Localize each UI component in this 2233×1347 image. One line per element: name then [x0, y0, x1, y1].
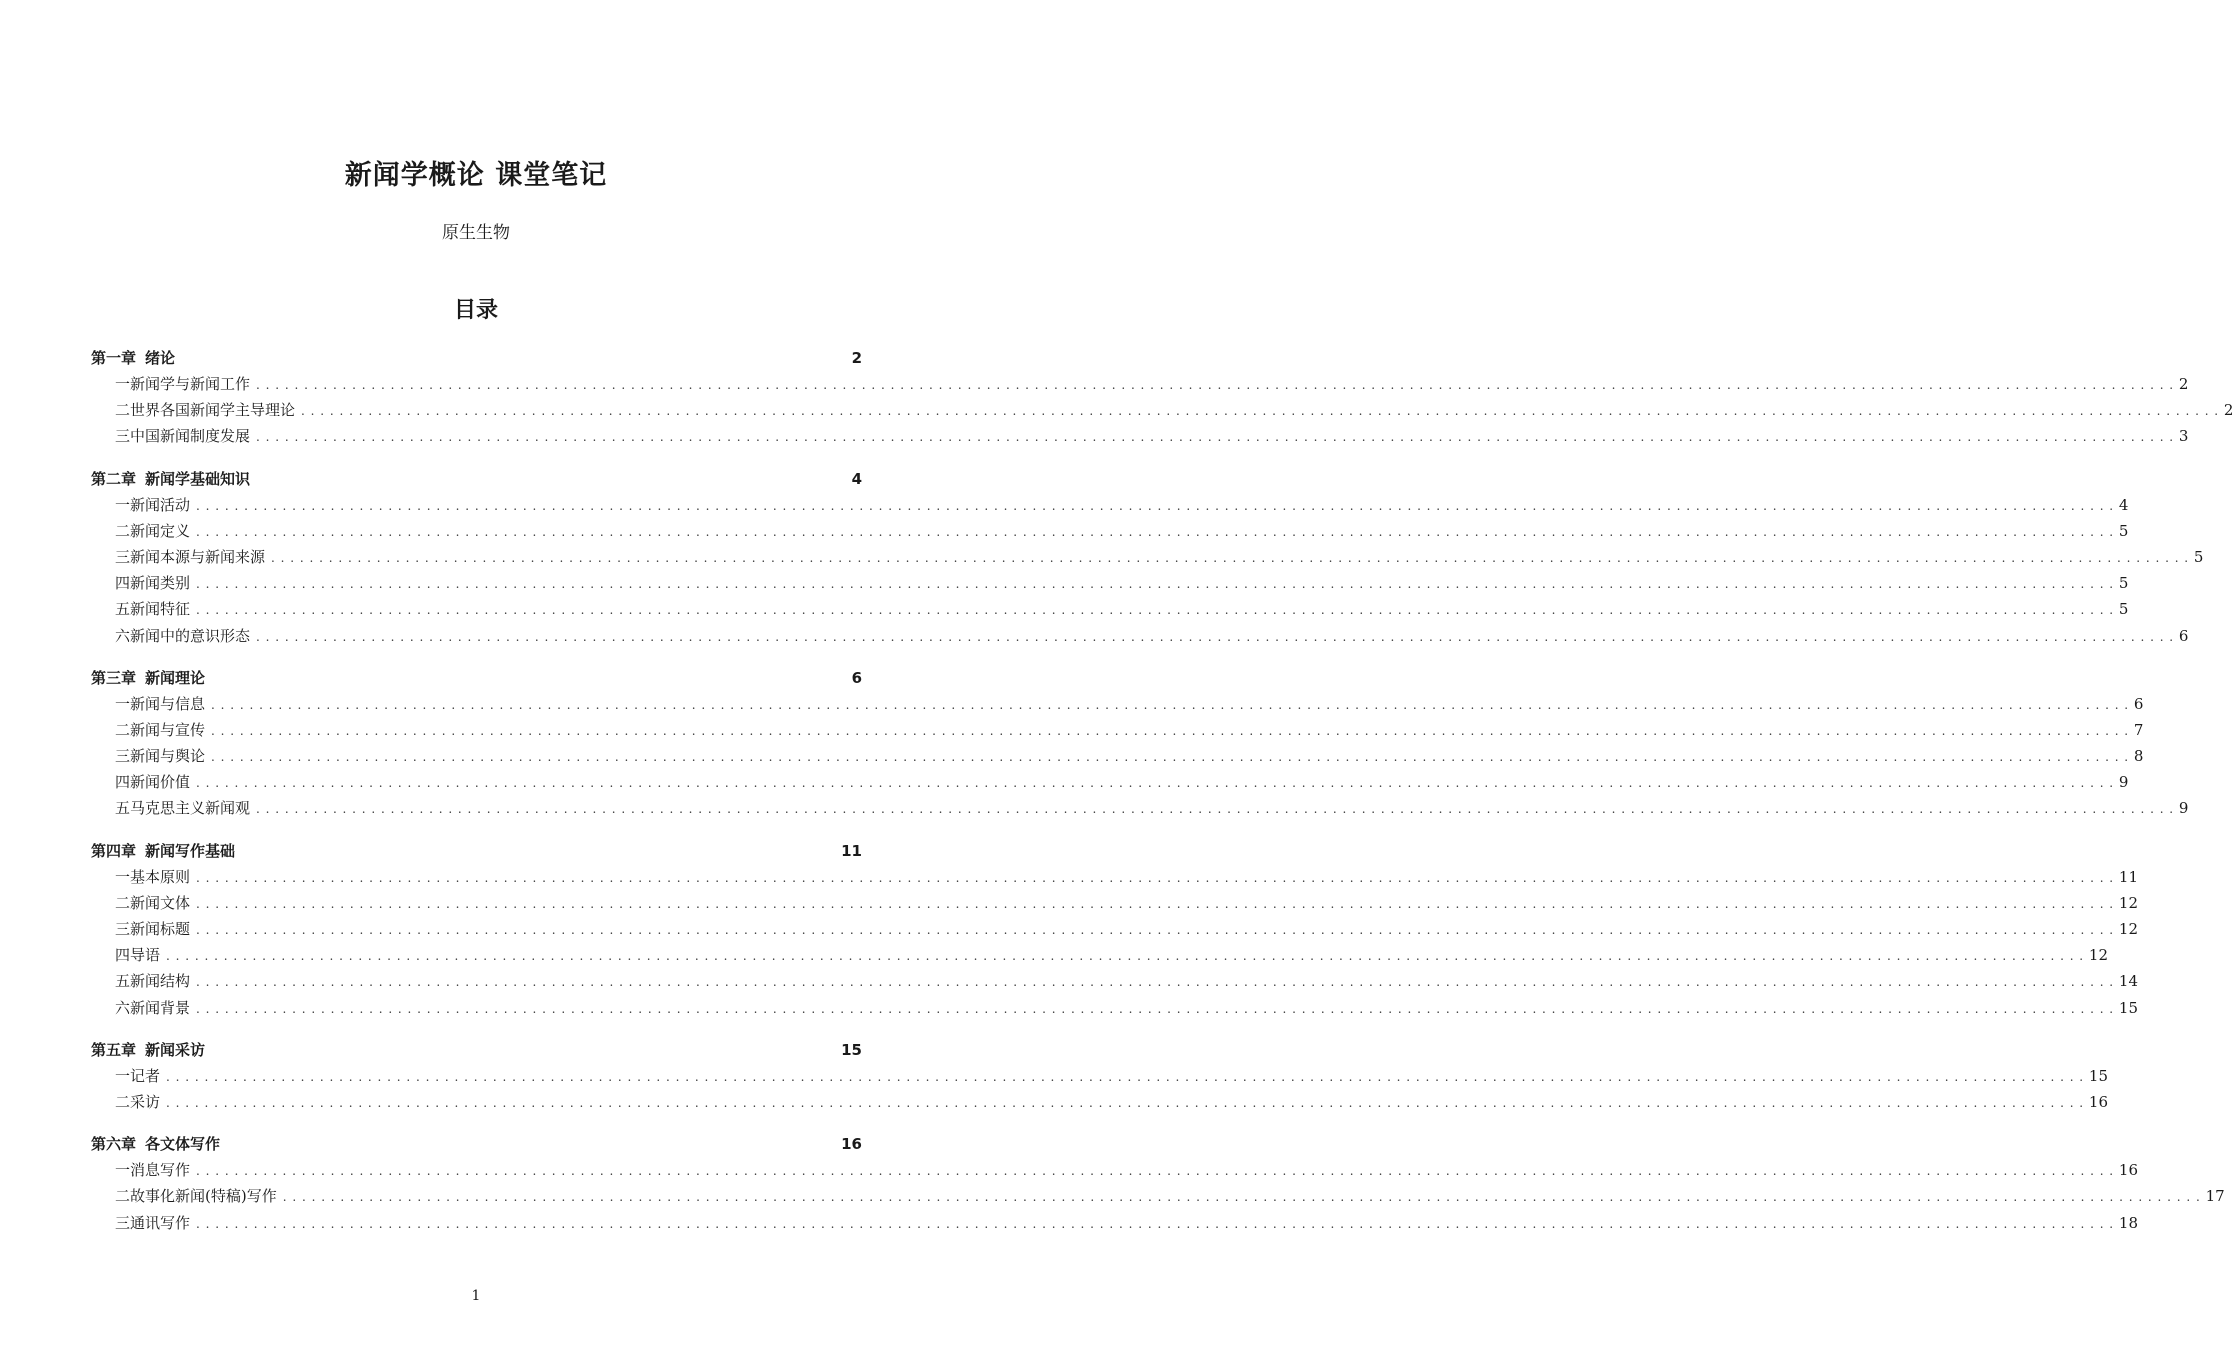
toc-dot-leader: ........................................................................................................................................................................................................ [196, 603, 2119, 618]
toc-section-number: 二 [115, 893, 131, 912]
toc-dot-leader: ........................................................................................................................................................................................................ [211, 750, 2134, 765]
toc-section-title: 新闻与舆论 [130, 747, 206, 766]
toc-section-page: 5 [2193, 547, 2204, 566]
toc-chapter-title: 绪论 [145, 349, 176, 367]
toc-section-entry[interactable] [91, 995, 2139, 1021]
toc-dot-leader: ........................................................................................................................................................................................................ [256, 802, 2179, 817]
toc-dot-leader: ........................................................................................................................................................................................................ [196, 1001, 2119, 1016]
toc-section-page: 12 [2118, 893, 2139, 912]
toc-dot-leader: ........................................................................................................................................................................................................ [196, 577, 2119, 592]
toc-dot-leader: ........................................................................................................................................................................................................ [196, 870, 2119, 885]
toc-chapter-number: 第二章 [91, 469, 137, 488]
toc-dot-leader: ........................................................................................................................................................................................................ [166, 949, 2089, 964]
toc-dot-leader: ........................................................................................................................................................................................................ [211, 697, 2134, 712]
toc-chapter-page: 4 [851, 469, 862, 488]
toc-chapter-number: 第五章 [91, 1040, 137, 1059]
toc-dot-leader: ........................................................................................................................................................................................................ [166, 1069, 2089, 1084]
page-number: 1 [471, 1288, 481, 1304]
toc-section-entry[interactable] [91, 968, 2139, 994]
toc-chapter [91, 466, 2204, 649]
toc-section-entry[interactable] [91, 769, 2129, 795]
toc-chapter-page: 6 [851, 668, 862, 687]
toc-section-entry[interactable] [91, 570, 2129, 596]
toc-section-page: 5 [2118, 521, 2129, 540]
toc-section-number: 三 [115, 427, 131, 446]
toc-section-number: 五 [115, 972, 131, 991]
toc-section-title: 世界各国新闻学主导理论 [130, 401, 296, 420]
toc-section-number: 一 [115, 1161, 131, 1180]
toc-section-entry[interactable] [91, 1183, 2225, 1209]
toc-section-entry[interactable] [91, 397, 2233, 423]
toc-section-title: 消息写作 [130, 1161, 191, 1180]
toc-dot-leader: ........................................................................................................................................................................................................ [196, 975, 2119, 990]
toc-section-page: 15 [2088, 1066, 2109, 1085]
toc-section-page: 7 [2133, 720, 2144, 739]
toc-section-title: 新闻结构 [130, 972, 191, 991]
toc-chapter [91, 665, 2189, 822]
toc-section-page: 16 [2118, 1161, 2139, 1180]
toc-section-entry[interactable] [91, 1089, 2109, 1115]
toc-section-page: 4 [2118, 495, 2129, 514]
toc-section-entry[interactable] [91, 623, 2189, 649]
toc-section-entry[interactable] [91, 544, 2204, 570]
toc-dot-leader: ........................................................................................................................................................................................................ [196, 498, 2119, 513]
toc-section-page: 9 [2178, 799, 2189, 818]
toc-section-entry[interactable] [91, 691, 2144, 717]
toc-section-page: 5 [2118, 574, 2129, 593]
toc-section-title: 新闻标题 [130, 920, 191, 938]
toc-chapter [91, 1131, 2225, 1236]
toc-section-title: 通讯写作 [130, 1213, 191, 1232]
toc-chapter-title: 新闻写作基础 [145, 841, 236, 860]
toc-section-title: 新闻学与新闻工作 [130, 375, 251, 393]
toc-section-page: 17 [2205, 1187, 2225, 1206]
toc-section-number: 六 [115, 626, 131, 645]
toc-section-page: 3 [2178, 427, 2189, 446]
toc-section-page: 15 [2118, 998, 2139, 1017]
toc-chapter-title: 新闻理论 [145, 668, 206, 687]
toc-section-number: 二 [115, 521, 131, 540]
toc-section-number: 五 [115, 600, 131, 619]
toc-section-number: 四 [115, 773, 131, 792]
toc-chapter-title: 各文体写作 [145, 1135, 221, 1154]
toc-dot-leader: ........................................................................................................................................................................................................ [196, 923, 2119, 937]
toc-chapter [91, 1037, 2109, 1115]
toc-section-title: 马克思主义新闻观 [130, 799, 251, 818]
document-author: 原生生物 [442, 223, 510, 243]
toc-section-entry[interactable] [91, 423, 2189, 449]
toc-dot-leader: ........................................................................................................................................................................................................ [196, 1164, 2119, 1179]
toc-dot-leader: ........................................................................................................................................................................................................ [282, 1190, 2206, 1205]
toc-section-entry[interactable] [91, 890, 2139, 916]
toc-section-title: 新闻价值 [130, 773, 191, 792]
toc-section-number: 五 [115, 799, 131, 818]
toc-section-title: 新闻与宣传 [130, 720, 206, 739]
toc-section-entry[interactable] [91, 1063, 2109, 1089]
toc-section-page: 5 [2118, 600, 2129, 619]
toc-chapter-page: 15 [841, 1040, 862, 1059]
table-of-contents [91, 345, 2233, 1252]
toc-section-page: 14 [2118, 972, 2139, 991]
toc-section-title: 记者 [130, 1066, 161, 1085]
toc-section-number: 二 [115, 1092, 131, 1111]
toc-section-entry[interactable] [91, 596, 2129, 622]
toc-dot-leader: ........................................................................................................................................................................................................ [196, 524, 2119, 539]
toc-section-entry[interactable] [91, 743, 2144, 769]
toc-section-number: 四 [115, 946, 131, 965]
toc-dot-leader: ........................................................................................................................................................................................................ [211, 723, 2134, 738]
toc-chapter-entry[interactable] [91, 838, 862, 864]
toc-dot-leader: ........................................................................................................................................................................................................ [256, 430, 2179, 445]
toc-section-number: 三 [115, 747, 131, 766]
toc-section-page: 8 [2133, 747, 2144, 766]
toc-section-title: 新闻类别 [130, 574, 191, 593]
toc-section-title: 新闻文体 [130, 893, 191, 912]
toc-section-entry[interactable] [91, 371, 2189, 397]
toc-chapter-page: 11 [841, 841, 862, 860]
toc-section-number: 一 [115, 375, 131, 393]
toc-chapter-number: 第四章 [91, 841, 137, 860]
toc-chapter-entry[interactable] [91, 665, 862, 691]
toc-section-title: 新闻与信息 [130, 694, 206, 713]
toc-section-number: 六 [115, 998, 131, 1017]
toc-chapter-number: 第六章 [91, 1135, 137, 1154]
toc-section-number: 二 [115, 720, 131, 739]
toc-section-number: 一 [115, 694, 131, 713]
toc-section-title: 新闻背景 [130, 998, 191, 1017]
toc-section-number: 一 [115, 867, 131, 886]
toc-section-page: 11 [2118, 867, 2139, 886]
toc-dot-leader: ........................................................................................................................................................................................................ [256, 629, 2179, 644]
toc-chapter-entry[interactable] [91, 1131, 862, 1157]
toc-section-entry[interactable] [91, 1210, 2139, 1236]
toc-chapter-page: 16 [841, 1135, 862, 1154]
toc-section-number: 一 [115, 495, 131, 514]
toc-section-number: 二 [115, 1187, 131, 1206]
toc-section-title: 采访 [130, 1092, 161, 1111]
toc-dot-leader: ........................................................................................................................................................................................................ [196, 896, 2119, 911]
toc-dot-leader: ........................................................................................................................................................................................................ [196, 776, 2119, 791]
toc-chapter-title: 新闻采访 [145, 1040, 206, 1059]
toc-section-page: 6 [2133, 694, 2144, 713]
toc-section-number: 二 [115, 401, 131, 420]
toc-section-page: 6 [2178, 626, 2189, 645]
toc-section-entry[interactable] [91, 717, 2144, 743]
toc-chapter-entry[interactable] [91, 345, 862, 371]
toc-chapter-title: 新闻学基础知识 [145, 469, 251, 488]
toc-dot-leader: ........................................................................................................................................................................................................ [271, 550, 2194, 565]
toc-section-number: 三 [115, 1213, 131, 1232]
toc-section-page: 12 [2118, 920, 2139, 938]
toc-dot-leader: ........................................................................................................................................................................................................ [301, 404, 2224, 419]
toc-chapter-entry[interactable] [91, 466, 862, 492]
toc-section-title: 新闻特征 [130, 600, 191, 619]
toc-section-entry[interactable] [91, 942, 2109, 968]
toc-section-title: 导语 [130, 946, 161, 965]
toc-section-entry[interactable] [91, 1157, 2139, 1183]
toc-section-page: 16 [2088, 1092, 2109, 1111]
toc-section-page: 12 [2088, 946, 2109, 965]
toc-section-title: 中国新闻制度发展 [130, 427, 251, 446]
toc-section-entry[interactable] [91, 864, 2139, 890]
document-title: 新闻学概论 课堂笔记 [344, 160, 608, 191]
toc-section-number: 四 [115, 574, 131, 593]
toc-section-entry[interactable] [91, 518, 2129, 544]
toc-dot-leader: ........................................................................................................................................................................................................ [256, 378, 2179, 392]
toc-section-page: 18 [2118, 1213, 2139, 1232]
toc-section-title: 新闻中的意识形态 [130, 626, 251, 645]
toc-section-title: 新闻定义 [130, 521, 191, 540]
toc-chapter-number: 第三章 [91, 668, 137, 687]
toc-section-page: 9 [2118, 773, 2129, 792]
toc-chapter-entry[interactable] [91, 1037, 862, 1063]
toc-chapter-page: 2 [851, 349, 862, 367]
toc-section-entry[interactable] [91, 795, 2189, 821]
toc-section-title: 新闻本源与新闻来源 [130, 547, 266, 566]
toc-dot-leader: ........................................................................................................................................................................................................ [196, 1216, 2119, 1231]
toc-section-number: 三 [115, 547, 131, 566]
toc-section-entry[interactable] [91, 916, 2139, 942]
toc-section-page: 2 [2223, 401, 2233, 420]
toc-dot-leader: ........................................................................................................................................................................................................ [166, 1095, 2089, 1110]
toc-chapter [91, 345, 2233, 450]
toc-section-title: 基本原则 [130, 867, 191, 886]
toc-section-number: 一 [115, 1066, 131, 1085]
toc-heading: 目录 [453, 298, 498, 323]
toc-chapter [91, 838, 2139, 1021]
toc-section-number: 三 [115, 920, 131, 938]
toc-section-page: 2 [2178, 375, 2189, 393]
toc-chapter-number: 第一章 [91, 349, 137, 367]
toc-section-title: 故事化新闻(特稿)写作 [130, 1187, 277, 1206]
toc-section-entry[interactable] [91, 492, 2129, 518]
toc-section-title: 新闻活动 [130, 495, 191, 514]
